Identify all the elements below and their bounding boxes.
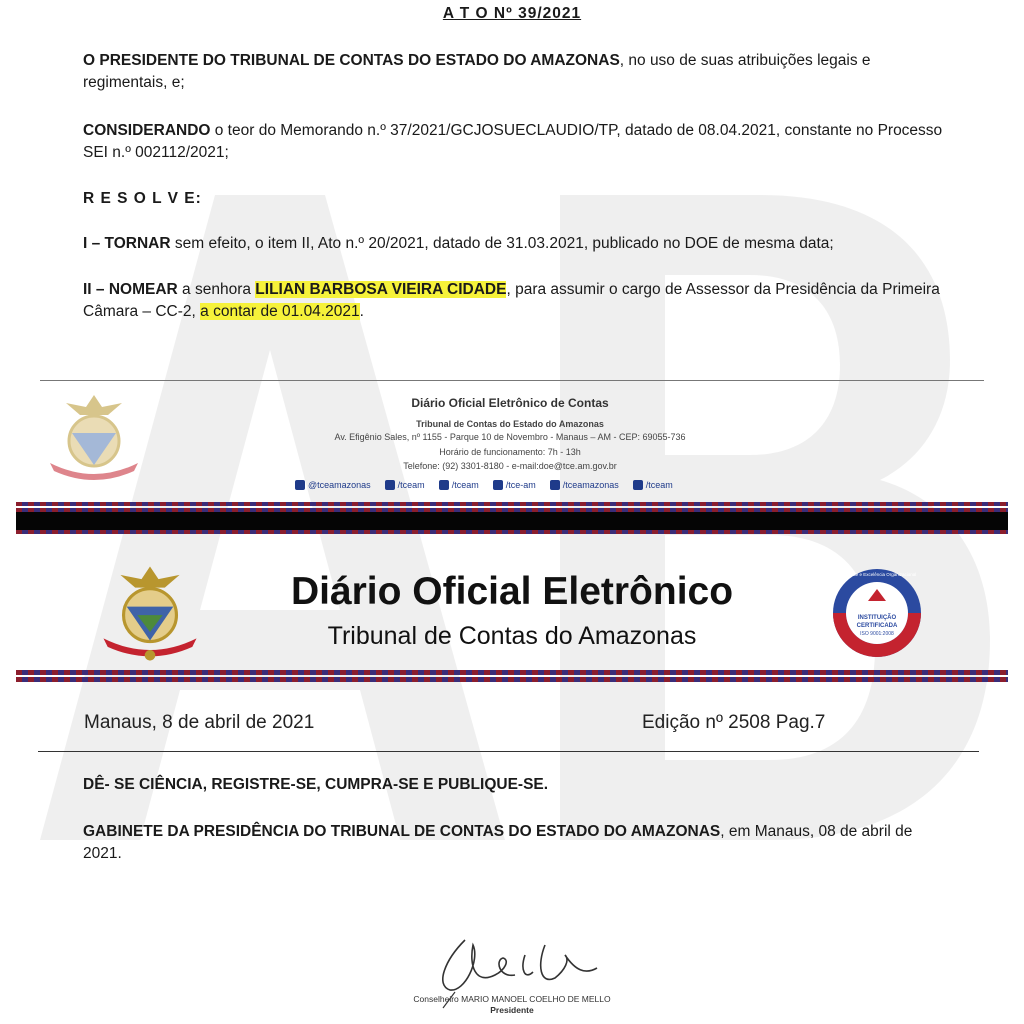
flickr-icon bbox=[493, 480, 503, 490]
footer-org: Tribunal de Contas do Estado do Amazonas bbox=[416, 419, 604, 429]
facebook-icon bbox=[385, 480, 395, 490]
certification-seal-icon bbox=[828, 567, 926, 659]
certification-seal bbox=[828, 567, 926, 659]
seal-iso: ISO 9001:2008 bbox=[860, 631, 894, 637]
decorative-band-bottom bbox=[16, 670, 1008, 682]
cabinet-paragraph: GABINETE DA PRESIDÊNCIA DO TRIBUNAL DE CONTAS DO ESTADO DO AMAZONAS, em Manaus, 08 de abril de 2021. bbox=[83, 823, 913, 862]
banner-subtitle: Tribunal de Contas do Amazonas bbox=[327, 622, 697, 650]
social-youtube[interactable]: /tceamazonas bbox=[550, 480, 619, 490]
publication-date: Manaus, 8 de abril de 2021 bbox=[84, 712, 315, 733]
signatory-role: Presidente bbox=[490, 1005, 534, 1015]
publish-order: DÊ- SE CIÊNCIA, REGISTRE-SE, CUMPRA-SE E PUBLIQUE-SE. bbox=[83, 776, 549, 793]
resolve-heading: R E S O L V E: bbox=[83, 190, 202, 207]
social-instagram[interactable]: @tceamazonas bbox=[295, 480, 371, 490]
footer-divider bbox=[40, 380, 984, 381]
decorative-band-top bbox=[16, 502, 1008, 534]
considering-paragraph: CONSIDERANDO o teor do Memorando n.º 37/2021/GCJOSUECLAUDIO/TP, datado de 08.04.2021, constante no Processo SEI n.º 002112/2021; bbox=[83, 122, 943, 161]
footer-address: Av. Efigênio Sales, nº 1155 - Parque 10 de Novembro - Manaus – AM - CEP: 69055-736 bbox=[334, 432, 686, 442]
social-twitter[interactable]: /tceam bbox=[439, 480, 479, 490]
youtube-icon bbox=[550, 480, 560, 490]
social-flickr[interactable]: /tce-am bbox=[493, 480, 536, 490]
banner-title: Diário Oficial Eletrônico bbox=[290, 570, 734, 613]
footer-title: Diário Oficial Eletrônico de Contas bbox=[411, 396, 609, 410]
social-facebook[interactable]: /tceam bbox=[385, 480, 425, 490]
tce-coat-of-arms-small bbox=[42, 393, 146, 485]
item-1-paragraph: I – TORNAR sem efeito, o item II, Ato n.º 20/2021, datado de 31.03.2021, publicado no DOE de mesma data; bbox=[83, 235, 834, 252]
item-2-paragraph: II – NOMEAR a senhora LILIAN BARBOSA VIEIRA CIDADE, para assumir o cargo de Assessor da Presidência da Primeira Câmara – CC-2, a contar de 01.04.2021. bbox=[83, 281, 940, 320]
signatory-name: Conselheiro MARIO MANOEL COELHO DE MELLO bbox=[413, 994, 611, 1004]
social-links bbox=[295, 480, 673, 490]
seal-text-2: CERTIFICADA bbox=[856, 623, 898, 629]
appointee-name: LILIAN BARBOSA VIEIRA CIDADE bbox=[255, 281, 507, 298]
seal-text-1: INSTITUIÇÃO bbox=[857, 615, 897, 621]
intro-paragraph: O PRESIDENTE DO TRIBUNAL DE CONTAS DO ESTADO DO AMAZONAS, no uso de suas atribuições legais e regimentais, e; bbox=[83, 52, 871, 91]
footer-contact: Telefone: (92) 3301-8180 - e-mail:doe@tce.am.gov.br bbox=[403, 461, 617, 471]
social-other[interactable]: /tceam bbox=[633, 480, 673, 490]
twitter-icon bbox=[439, 480, 449, 490]
act-title: A T O Nº 39/2021 bbox=[442, 5, 582, 22]
social-icon bbox=[633, 480, 643, 490]
edition-number: Edição nº 2508 Pag.7 bbox=[642, 712, 826, 733]
banner-divider bbox=[38, 751, 979, 752]
footer-hours: Horário de funcionamento: 7h - 13h bbox=[439, 447, 581, 457]
seal-top-text: Qualidade e Excelência Organizacional bbox=[837, 572, 917, 577]
instagram-icon bbox=[295, 480, 305, 490]
effective-date: a contar de 01.04.2021 bbox=[200, 303, 360, 320]
